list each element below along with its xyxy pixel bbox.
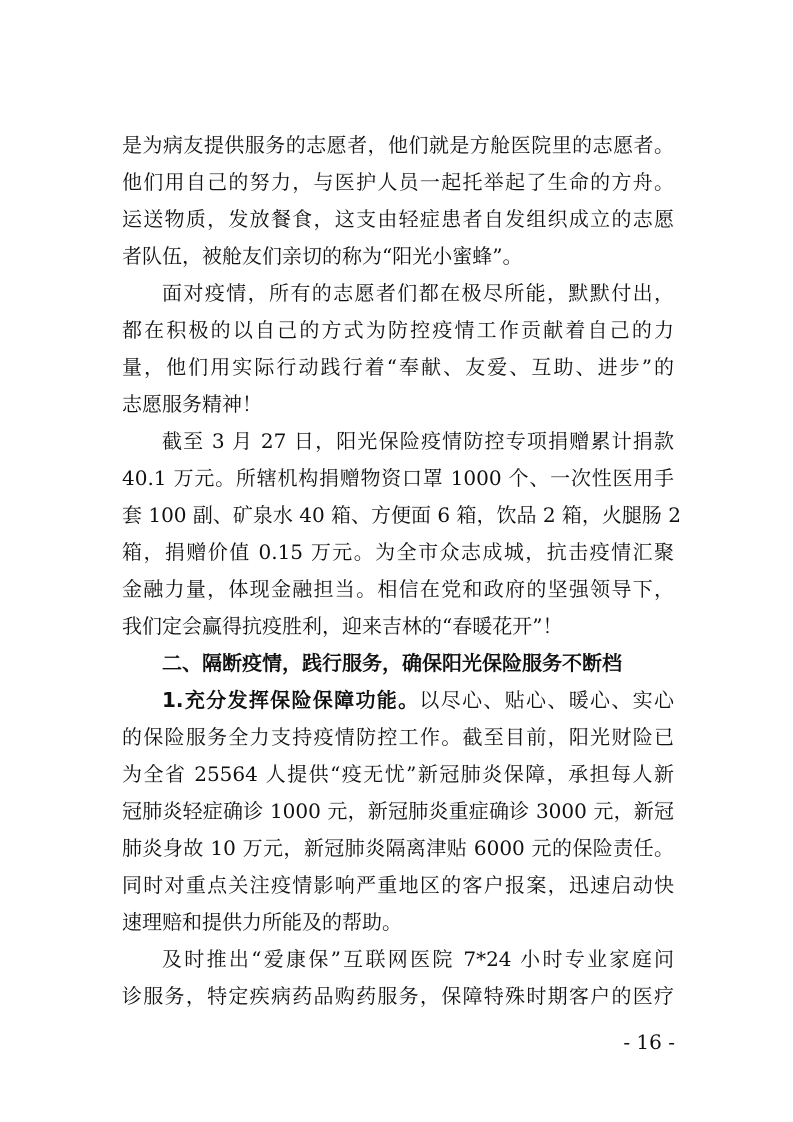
text-line: 箱，捐赠价值 0.15 万元。为全市众志成城，抗击疫情汇聚 [122, 540, 674, 564]
page-number: - 16 - [623, 1030, 675, 1054]
text-line: 为全省 25564 人提供“疫无忧”新冠肺炎保障，承担每人新 [122, 762, 674, 786]
text-line: 冠肺炎轻症确诊 1000 元，新冠肺炎重症确诊 3000 元，新冠 [122, 799, 674, 823]
text-line: 都在积极的以自己的方式为防控疫情工作贡献着自己的力 [122, 318, 674, 342]
subheading-rest: 以尽心、贴心、暖心、实心 [419, 688, 675, 712]
section-heading: 二、隔断疫情，践行服务，确保阳光保险服务不断档 [162, 651, 622, 675]
text-line: 的保险服务全力支持疫情防控工作。截至目前，阳光财险已 [122, 725, 674, 749]
text-line: 是为病友提供服务的志愿者，他们就是方舱医院里的志愿者。 [122, 133, 674, 157]
body-text [122, 127, 682, 1015]
text-line: 同时对重点关注疫情影响严重地区的客户报案，迅速启动快 [122, 873, 674, 897]
text-line: 我们定会赢得抗疫胜利，迎来吉林的“春暖花开”！ [122, 614, 563, 638]
text-line: 截至 3 月 27 日，阳光保险疫情防控专项捐赠累计捐款 [162, 429, 674, 453]
text-line: 套 100 副、矿泉水 40 箱、方便面 6 箱，饮品 2 箱，火腿肠 2 [122, 503, 682, 527]
text-line: 速理赔和提供力所能及的帮助。 [122, 910, 402, 934]
text-line: 诊服务，特定疾病药品购药服务，保障特殊时期客户的医疗 [122, 984, 674, 1008]
text-line: 面对疫情，所有的志愿者们都在极尽所能，默默付出， [162, 281, 674, 305]
text-line: 运送物质，发放餐食，这支由轻症患者自发组织成立的志愿 [122, 207, 674, 231]
text-line: 他们用自己的努力，与医护人员一起托举起了生命的方舟。 [122, 170, 674, 194]
text-line: 金融力量，体现金融担当。相信在党和政府的坚强领导下， [122, 577, 674, 601]
text-line: 者队伍，被舱友们亲切的称为“阳光小蜜蜂”。 [122, 244, 523, 268]
subheading-line [122, 682, 674, 719]
text-line: 肺炎身故 10 万元，新冠肺炎隔离津贴 6000 元的保险责任。 [122, 836, 674, 860]
text-line: 志愿服务精神！ [122, 392, 262, 416]
text-line: 量，他们用实际行动践行着“奉献、友爱、互助、进步”的 [122, 355, 674, 379]
text-line: 及时推出“爱康保”互联网医院 7*24 小时专业家庭问 [162, 947, 674, 971]
text-line: 40.1 万元。所辖机构捐赠物资口罩 1000 个、一次性医用手 [122, 466, 674, 490]
subheading-lead: 1.充分发挥保险保障功能。 [162, 688, 420, 712]
